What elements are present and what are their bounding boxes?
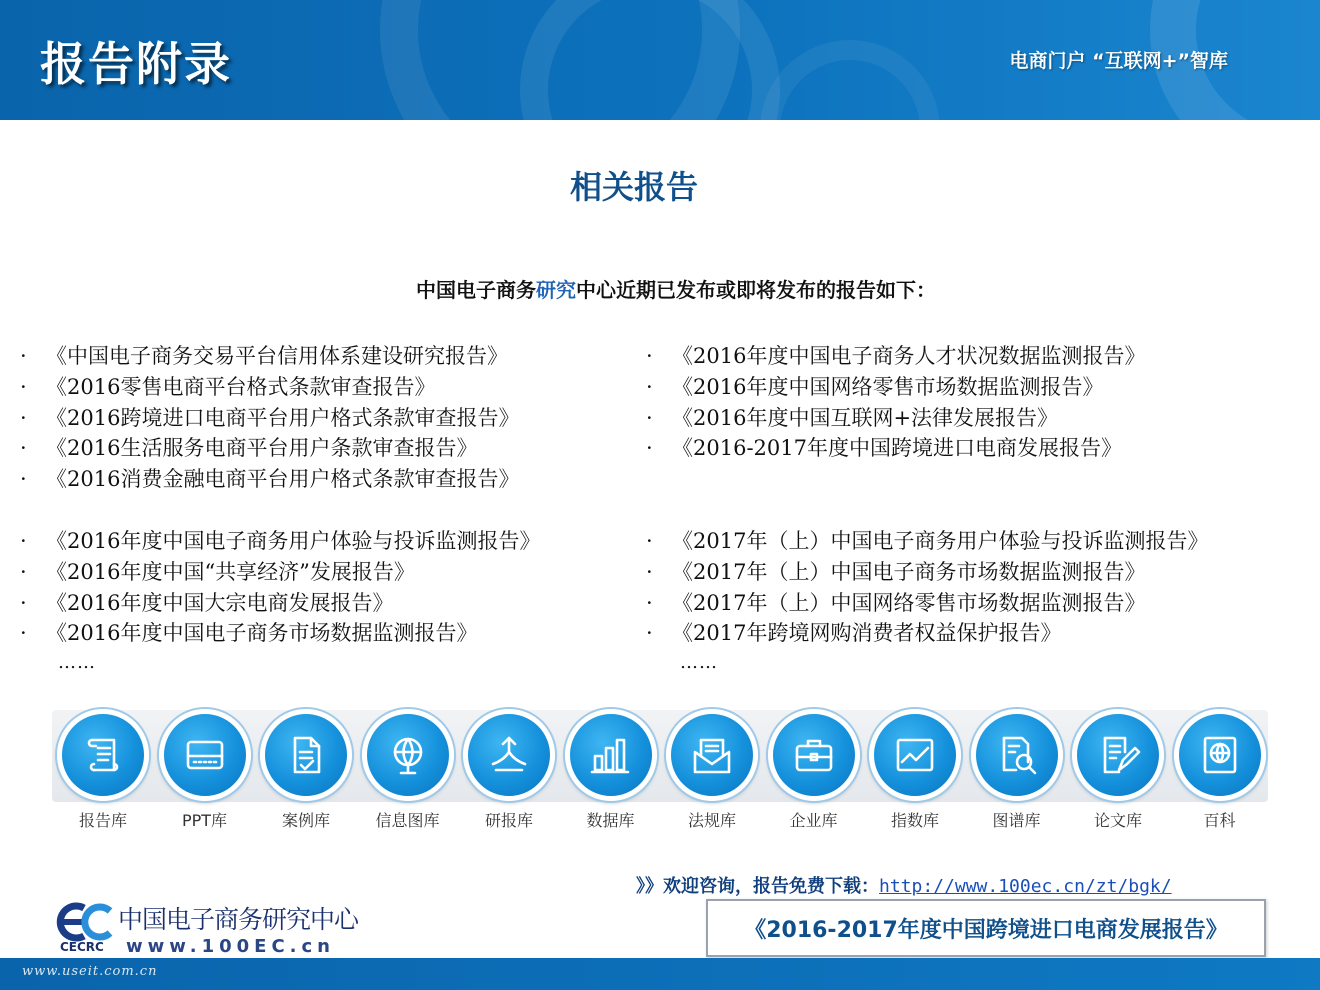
bullet-dot: · [646,529,653,553]
bullet-dot: · [20,374,27,399]
bullet-dot: · [646,559,653,584]
cecrc-logo [56,900,376,962]
bullet-dot: · [20,621,27,646]
report-title: 《2016年度中国电子商务市场数据监测报告》 [46,621,478,646]
bullet-dot: · [646,344,653,368]
library-label: 信息图库 [375,811,440,830]
download-link[interactable]: http://www.100ec.cn/zt/bgk/ [879,876,1172,897]
bullet-dot: · [20,529,27,553]
report-title: 《2016年度中国电子商务用户体验与投诉监测报告》 [46,529,541,553]
drive-icon[interactable] [159,709,251,801]
report-title: 《2016零售电商平台格式条款审查报告》 [46,374,436,399]
report-list-item [646,433,1145,464]
briefcase-icon[interactable] [768,709,860,801]
library-item[interactable] [256,709,356,831]
report-title: 《2016年度中国网络零售市场数据监测报告》 [672,374,1104,399]
mail-document-icon[interactable] [666,709,758,801]
library-item[interactable] [358,709,458,831]
globe-book-icon[interactable] [1174,709,1266,801]
library-label: 指数库 [890,811,939,830]
report-title: 《2017年跨境网购消费者权益保护报告》 [672,621,1062,646]
pen-document-icon[interactable] [1072,709,1164,801]
report-list-item [646,372,1145,403]
library-item[interactable] [967,709,1067,831]
library-label: 报告库 [78,811,127,830]
report-title-box: 《2016-2017年度中国跨境进口电商发展报告》 [706,899,1266,957]
library-label: 研报库 [484,811,533,830]
library-item[interactable] [1170,709,1270,831]
page-title: 报告附录 [40,37,232,91]
intro-text [0,274,1320,303]
library-item[interactable] [53,709,153,831]
library-label: 论文库 [1093,811,1142,830]
library-item[interactable] [764,709,864,831]
document-check-icon[interactable] [260,709,352,801]
library-label: 图谱库 [992,811,1041,830]
report-title: 《2017年（上）中国电子商务用户体验与投诉监测报告》 [672,529,1209,553]
report-title: 《中国电子商务交易平台信用体系建设研究报告》 [46,344,508,368]
library-label: 企业库 [789,811,838,830]
intro-part2: 中心近期已发布或即将发布的报告如下： [576,278,936,302]
library-item[interactable] [561,709,661,831]
report-list-item [646,526,1208,557]
ec-logo-icon [56,902,116,942]
list-ellipsis-right: …… [680,652,718,673]
report-list-item [646,341,1145,372]
report-list-right-2 [646,526,1208,649]
bullet-dot: · [646,590,653,615]
header-banner [0,0,1320,120]
bullet-dot: · [20,405,27,430]
report-title: 《2016生活服务电商平台用户条款审查报告》 [46,436,478,461]
report-list-item [20,557,540,588]
intro-highlight: 研究 [536,278,576,302]
report-list-left-1 [20,341,519,495]
list-ellipsis-left: …… [58,652,96,673]
report-title: 《2016年度中国电子商务人才状况数据监测报告》 [672,344,1146,368]
scroll-icon[interactable] [57,709,149,801]
line-chart-icon[interactable] [869,709,961,801]
report-list-item [646,403,1145,434]
report-list-item [646,557,1208,588]
logo-url: www.100EC.cn [126,936,335,957]
report-list-item [20,341,519,372]
library-label: PPT库 [181,811,228,830]
consult-line [636,872,1172,898]
report-title: 《2016-2017年度中国跨境进口电商发展报告》 [672,436,1122,461]
bullet-dot: · [646,436,653,461]
bullet-dot: · [646,621,653,646]
split-arrow-icon[interactable] [463,709,555,801]
report-title: 《2016消费金融电商平台用户格式条款审查报告》 [46,467,520,492]
bullet-dot: · [20,559,27,584]
report-title: 《2016年度中国“共享经济”发展报告》 [46,559,415,584]
report-list-item [20,372,519,403]
library-item[interactable] [865,709,965,831]
bullet-dot: · [20,344,27,368]
report-list-item [20,588,540,619]
globe-icon[interactable] [362,709,454,801]
decorative-swirl [760,40,940,120]
report-list-item [20,433,519,464]
report-title: 《2017年（上）中国网络零售市场数据监测报告》 [672,590,1146,615]
report-title: 《2016跨境进口电商平台用户格式条款审查报告》 [46,405,520,430]
report-list-item [646,588,1208,619]
section-title: 相关报告 [569,168,698,206]
bar-chart-icon[interactable] [565,709,657,801]
report-list-item [20,464,519,495]
bullet-dot: · [646,374,653,399]
intro-part1: 中国电子商务 [416,278,536,302]
library-item[interactable] [155,709,255,831]
bottom-bar [0,958,1320,990]
library-item[interactable] [662,709,762,831]
report-list-item [20,618,540,649]
bullet-dot: · [20,590,27,615]
library-label: 数据库 [586,811,635,830]
library-label: 法规库 [687,811,736,830]
report-title: 《2016年度中国大宗电商发展报告》 [46,590,394,615]
report-list-item [20,403,519,434]
library-label: 百科 [1203,811,1236,830]
library-label: 案例库 [281,811,330,830]
decorative-swirl [520,0,780,120]
bullet-dot: · [646,405,653,430]
report-list-item [20,526,540,557]
library-item[interactable] [1068,709,1168,831]
report-list-left-2 [20,526,540,649]
logo-brand-name: 中国电子商务研究中心 [118,905,359,934]
library-item[interactable] [459,709,559,831]
bullet-dot: · [20,436,27,461]
report-title: 《2016年度中国互联网+法律发展报告》 [672,405,1059,430]
watermark-text: www.useit.com.cn [22,964,158,979]
report-list-item [646,618,1208,649]
report-title: 《2017年（上）中国电子商务市场数据监测报告》 [672,559,1146,584]
logo-abbrev: CECRC [60,940,104,954]
consult-prefix: 》》欢迎咨询，报告免费下载： [636,876,879,897]
bullet-dot: · [20,467,27,492]
header-tagline: 电商门户 “互联网+”智库 [1009,50,1228,72]
report-list-right-1 [646,341,1145,464]
magnifier-document-icon[interactable] [971,709,1063,801]
